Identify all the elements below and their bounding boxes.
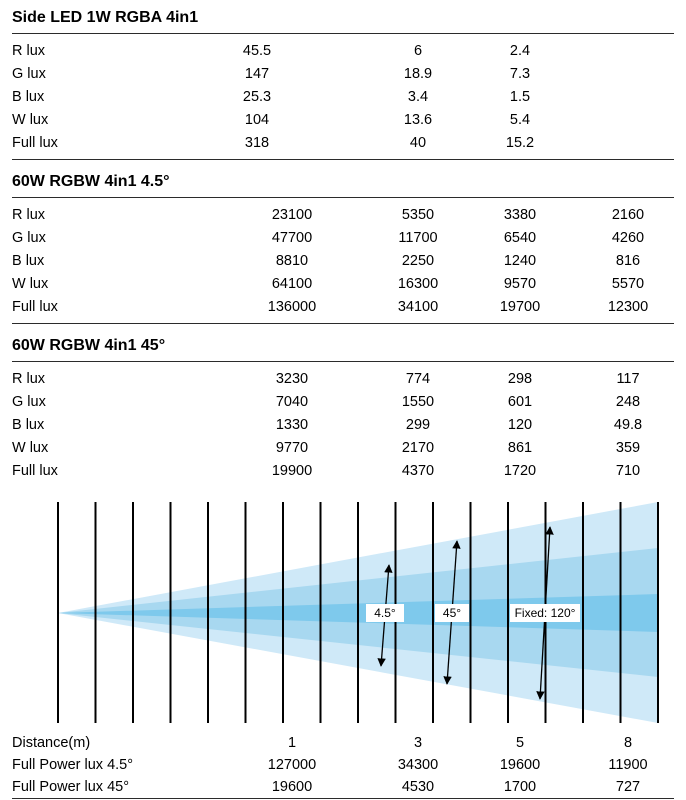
cell-value: 104 (244, 111, 270, 128)
table-row (12, 776, 674, 798)
table-row (12, 754, 674, 776)
divider (12, 798, 674, 799)
cell-value: 7040 (275, 393, 309, 410)
table-row (12, 62, 674, 85)
table-row (12, 39, 674, 62)
cell-value: 861 (507, 439, 533, 456)
table-row (12, 459, 674, 482)
row-label: B lux (12, 252, 45, 269)
table-row (12, 226, 674, 249)
table-row (12, 249, 674, 272)
beam-diagram-section (12, 501, 674, 732)
row-label: G lux (12, 229, 46, 246)
cell-value: 5350 (401, 206, 435, 223)
cell-value: 727 (615, 779, 641, 795)
cell-value: 45.5 (242, 42, 272, 59)
lux-table (12, 362, 674, 487)
cell-value: 11700 (398, 229, 438, 246)
cell-value: 120 (507, 416, 533, 433)
cell-value: 5570 (611, 275, 645, 292)
table-row (12, 367, 674, 390)
cell-value: 136000 (267, 298, 317, 315)
cell-value: 9570 (503, 275, 537, 292)
cell-value: 147 (244, 65, 270, 82)
table-row (12, 108, 674, 131)
cell-value: 299 (405, 416, 431, 433)
cell-value: 3 (413, 735, 423, 751)
cell-value: 1240 (503, 252, 537, 269)
cell-value: 2170 (401, 439, 435, 456)
table-row (12, 732, 674, 754)
table-row (12, 436, 674, 459)
table-row (12, 390, 674, 413)
angle-label-120: Fixed: 120° (514, 606, 576, 620)
cell-value: 34100 (397, 298, 439, 315)
row-label: Distance(m) (12, 735, 91, 751)
cell-value: 9770 (275, 439, 309, 456)
cell-value: 601 (507, 393, 533, 410)
cell-value: 15.2 (505, 134, 535, 151)
table-row (12, 131, 674, 154)
cell-value: 13.6 (403, 111, 433, 128)
cell-value: 19600 (271, 779, 313, 795)
cell-value: 1720 (503, 462, 537, 479)
row-label: Full lux (12, 462, 58, 479)
cell-value: 774 (405, 370, 431, 387)
cell-value: 23100 (271, 206, 313, 223)
cell-value: 3380 (503, 206, 537, 223)
cell-value: 8810 (275, 252, 309, 269)
row-label: G lux (12, 65, 46, 82)
row-label: B lux (12, 416, 45, 433)
cell-value: 19600 (499, 757, 541, 773)
angle-label-4-5: 4.5° (374, 606, 396, 620)
distance-lux-summary (12, 732, 674, 798)
cell-value: 25.3 (242, 88, 272, 105)
cell-value: 248 (615, 393, 641, 410)
row-label: W lux (12, 439, 49, 456)
cell-value: 5.4 (509, 111, 531, 128)
cell-value: 710 (615, 462, 641, 479)
table-row (12, 295, 674, 318)
row-label: R lux (12, 42, 46, 59)
cell-value: 64100 (271, 275, 313, 292)
divider (12, 323, 674, 324)
section-title: Side LED 1W RGBA 4in1 (12, 9, 199, 26)
row-label: G lux (12, 393, 46, 410)
cell-value: 49.8 (613, 416, 643, 433)
row-label: B lux (12, 88, 45, 105)
cell-value: 19700 (499, 298, 541, 315)
cell-value: 117 (616, 370, 640, 387)
cell-value: 2.4 (509, 42, 531, 59)
cell-value: 16300 (397, 275, 439, 292)
divider (12, 159, 674, 160)
section-title: 60W RGBW 4in1 4.5° (12, 173, 170, 190)
angle-label-45: 45° (442, 606, 462, 620)
section-side-led (12, 8, 674, 160)
table-row (12, 85, 674, 108)
row-label: Full Power lux 4.5° (12, 757, 134, 773)
cell-value: 12300 (607, 298, 649, 315)
cell-value: 18.9 (403, 65, 433, 82)
cell-value: 2160 (611, 206, 645, 223)
cell-value: 4530 (401, 779, 435, 795)
cell-value: 4260 (611, 229, 645, 246)
row-label: Full lux (12, 134, 58, 151)
cell-value: 1550 (401, 393, 435, 410)
cell-value: 318 (244, 134, 270, 151)
cell-value: 4370 (401, 462, 435, 479)
cell-value: 6 (413, 42, 423, 59)
lux-table (12, 198, 674, 323)
cell-value: 6540 (503, 229, 537, 246)
cell-value: 816 (615, 252, 641, 269)
cell-value: 34300 (397, 757, 439, 773)
row-label: Full Power lux 45° (12, 779, 130, 795)
cell-value: 1.5 (509, 88, 531, 105)
cell-value: 47700 (271, 229, 313, 246)
cell-value: 7.3 (509, 65, 531, 82)
cell-value: 11900 (608, 757, 648, 773)
cell-value: 359 (615, 439, 641, 456)
section-60w-4-5deg (12, 172, 674, 324)
table-row (12, 413, 674, 436)
row-label: Full lux (12, 298, 58, 315)
cell-value: 2250 (401, 252, 435, 269)
row-label: W lux (12, 275, 49, 292)
section-60w-45deg (12, 336, 674, 487)
cell-value: 3230 (275, 370, 309, 387)
cell-value: 19900 (271, 462, 313, 479)
cell-value: 5 (515, 735, 525, 751)
lux-table (12, 34, 674, 159)
cell-value: 1330 (275, 416, 309, 433)
section-title: 60W RGBW 4in1 45° (12, 337, 166, 354)
row-label: W lux (12, 111, 49, 128)
row-label: R lux (12, 370, 46, 387)
row-label: R lux (12, 206, 46, 223)
cell-value: 40 (409, 134, 427, 151)
cell-value: 298 (507, 370, 533, 387)
cell-value: 1 (287, 735, 297, 751)
cell-value: 1700 (503, 779, 537, 795)
table-row (12, 203, 674, 226)
beam-diagram (12, 501, 674, 727)
cell-value: 3.4 (407, 88, 429, 105)
cell-value: 127000 (267, 757, 317, 773)
table-row (12, 272, 674, 295)
cell-value: 8 (623, 735, 633, 751)
